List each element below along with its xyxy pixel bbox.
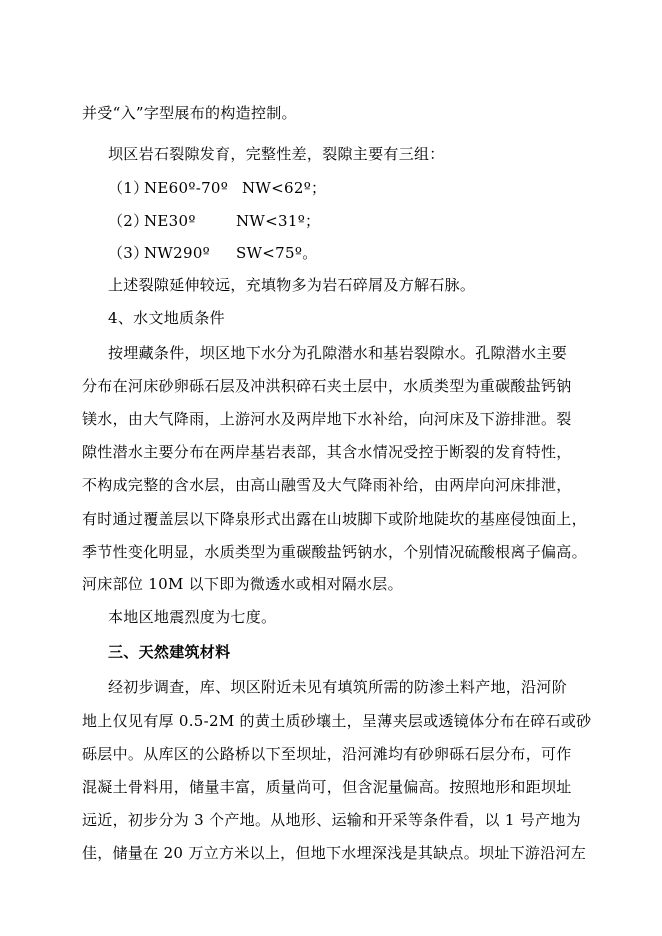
fracture-set-number: （1） <box>108 179 149 197</box>
paragraph-materials-line: 砾层中。从库区的公路桥以下至坝址，沿河滩均有砂卵砾石层分布，可作 <box>82 745 572 763</box>
paragraph-hydrogeology-line: 不构成完整的含水层，由高山融雪及大气降雨补给，由两岸向河床排泄， <box>82 476 572 494</box>
paragraph-hydrogeology-line: 分布在河床砂卵砾石层及冲洪积碎石夹土层中，水质类型为重碳酸盐钙钠 <box>82 377 572 395</box>
paragraph-hydrogeology-line: 季节性变化明显，水质类型为重碳酸盐钙钠水，个别情况硫酸根离子偏高。 <box>82 543 587 561</box>
fracture-set-dip: NW<31º； <box>236 212 321 230</box>
paragraph-materials-line: 经初步调查，库、坝区附近未见有填筑所需的防渗土料产地，沿河阶 <box>108 678 568 696</box>
section-hydrogeology-title: 4、水文地质条件 <box>108 309 225 327</box>
fracture-set-strike: NW290º <box>144 244 211 262</box>
paragraph-hydrogeology-line: 镁水，由大气降雨，上游河水及两岸地下水补给，向河床及下游排泄。裂 <box>82 410 572 428</box>
paragraph-materials-line: 佳，储量在 20 万立方米以上，但地下水埋深浅是其缺点。坝址下游沿河左 <box>82 844 587 862</box>
paragraph-materials-line: 混凝土骨料用，储量丰富，质量尚可，但含泥量偏高。按照地形和距坝址 <box>82 778 572 796</box>
fracture-set-3 <box>108 243 318 263</box>
fracture-set-number: （2） <box>108 212 149 230</box>
paragraph-seismic-intensity: 本地区地震烈度为七度。 <box>108 608 277 626</box>
section-building-materials-title: 三、天然建筑材料 <box>108 643 231 661</box>
fracture-set-2 <box>108 211 321 231</box>
fracture-set-dip: NW<62º； <box>242 179 327 197</box>
fracture-set-dip: SW<75º。 <box>236 244 318 262</box>
fracture-set-strike: NE60º-70º <box>144 179 229 197</box>
fracture-set-1 <box>108 178 327 198</box>
fracture-set-number: （3） <box>108 244 149 262</box>
paragraph-materials-line: 远近，初步分为 3 个产地。从地形、运输和开采等条件看，以 1 号产地为 <box>82 811 581 829</box>
paragraph-hydrogeology-line: 有时通过覆盖层以下降泉形式出露在山坡脚下或阶地陡坎的基座侵蚀面上， <box>82 510 587 528</box>
paragraph-structure-control: 并受“入”字型展布的构造控制。 <box>82 104 297 122</box>
paragraph-hydrogeology-line: 隙性潜水主要分布在两岸基岩表部，其含水情况受控于断裂的发育特性， <box>82 443 572 461</box>
paragraph-hydrogeology-line: 河床部位 10M 以下即为微透水或相对隔水层。 <box>82 575 403 593</box>
paragraph-fracture-fill: 上述裂隙延伸较远，充填物多为岩石碎屑及方解石脉。 <box>108 276 476 294</box>
paragraph-materials-line: 地上仅见有厚 0.5-2M 的黄土质砂壤土，呈薄夹层或透镜体分布在碎石或砂 <box>82 712 592 730</box>
paragraph-hydrogeology-line: 按埋藏条件，坝区地下水分为孔隙潜水和基岩裂隙水。孔隙潜水主要 <box>108 344 568 362</box>
fracture-set-strike: NE30º <box>144 212 196 230</box>
paragraph-fracture-intro: 坝区岩石裂隙发育，完整性差，裂隙主要有三组： <box>108 145 445 163</box>
